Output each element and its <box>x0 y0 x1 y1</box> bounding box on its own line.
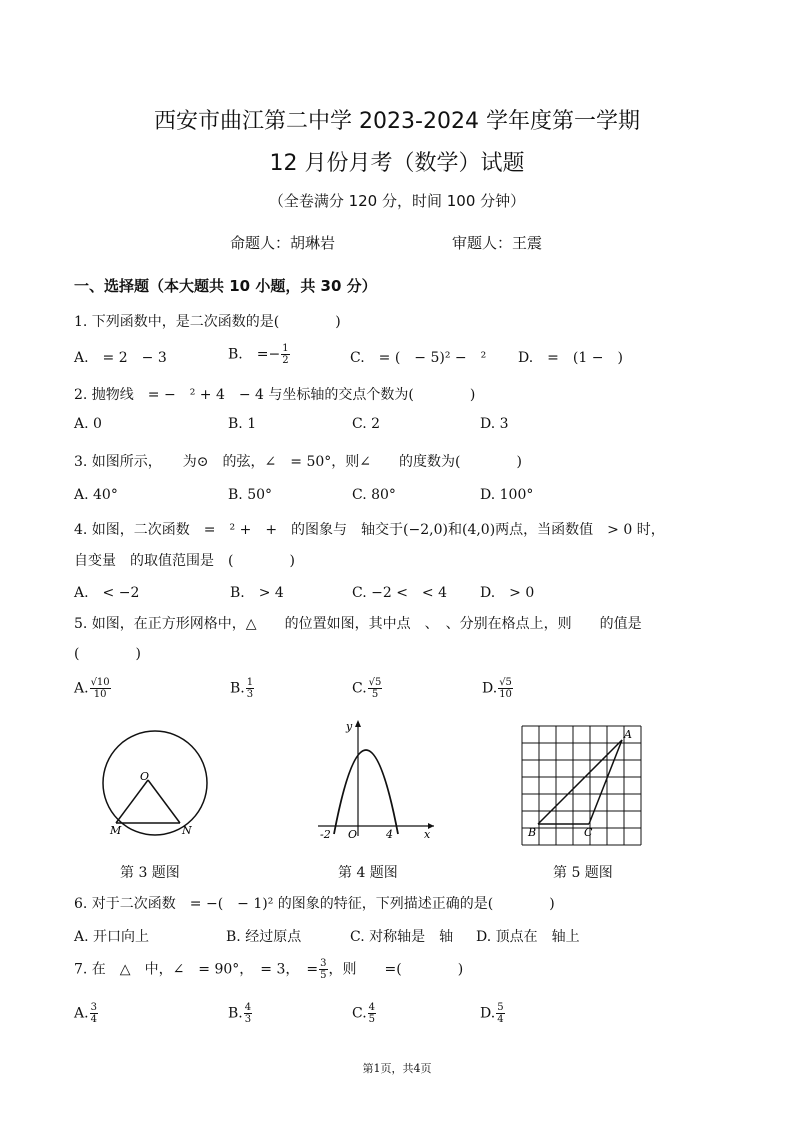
fig3-label-m: M <box>110 824 122 837</box>
fig4-label-o: O <box>348 828 358 840</box>
fig5-label-b: B <box>528 826 537 839</box>
q5-option-b: B. $\frac{1}{3}$ <box>230 677 254 700</box>
question-4-stem-cont: 自变量 的取值范围是 ( ) <box>74 553 295 569</box>
question-5-stem: 5. 如图，在正方形网格中，△ 的位置如图，其中点 、 、分别在格点上，则 的值是 <box>74 616 642 632</box>
q7-option-b: B. $\frac{4}{3}$ <box>228 1002 252 1025</box>
fig3-label-o: O <box>140 770 150 783</box>
q7-option-a: A. $\frac{3}{4}$ <box>74 1002 97 1025</box>
q4-option-b: B. > 4 <box>230 585 284 601</box>
q2-option-d: D. 3 <box>480 416 509 432</box>
q1-option-a: A. = 2 − 3 <box>74 350 167 366</box>
q5-option-a: A. $\frac{√10}{10}$ <box>74 677 110 700</box>
fig5-label-a: A <box>624 728 632 741</box>
q2-option-c: C. 2 <box>352 416 381 432</box>
question-1-stem: 1. 下列函数中，是二次函数的是( ) <box>74 314 341 330</box>
q3-option-c: C. 80° <box>352 487 396 503</box>
q2-option-a: A. 0 <box>74 416 102 432</box>
figure-5-caption: 第 5 题图 <box>553 865 613 881</box>
q5-option-d: D. $\frac{√5}{10}$ <box>482 677 512 700</box>
question-6-stem: 6. 对于二次函数 = −( − 1)² 的图象的特征，下列描述正确的是( ) <box>74 896 555 912</box>
q3-option-b: B. 50° <box>228 487 273 503</box>
fig4-label-neg2: -2 <box>320 828 331 840</box>
q7-option-d: D. $\frac{5}{4}$ <box>480 1002 504 1025</box>
page-footer: 第1页，共4页 <box>362 1062 432 1075</box>
q6-option-c: C. 对称轴是 轴 <box>350 929 454 945</box>
q5-option-c: C. $\frac{√5}{5}$ <box>352 677 382 700</box>
figure-3-caption: 第 3 题图 <box>120 865 180 881</box>
fig3-label-n: N <box>182 824 192 837</box>
figure-5-grid <box>520 722 644 846</box>
q1-option-c: C. = ( − 5)² − ² <box>350 350 487 366</box>
author-line: 命题人：胡琳岩 <box>230 234 336 252</box>
figure-4-caption: 第 4 题图 <box>338 865 398 881</box>
exam-title-line2: 12 月份月考（数学）试题 <box>269 151 525 176</box>
question-2-stem: 2. 抛物线 = − ² + 4 − 4 与坐标轴的交点个数为( ) <box>74 387 476 403</box>
fig5-label-c: C <box>584 826 593 839</box>
reviewer-line: 审题人：王震 <box>452 234 543 252</box>
q1-option-b: B. =− $\frac{1}{2}$ <box>228 343 289 366</box>
q6-option-a: A. 开口向上 <box>74 929 150 945</box>
q3-option-d: D. 100° <box>480 487 534 503</box>
fig4-label-4: 4 <box>386 828 393 840</box>
fig4-label-x: x <box>424 828 431 840</box>
q4-option-a: A. < −2 <box>74 585 140 601</box>
q4-option-c: C. −2 < < 4 <box>352 585 448 601</box>
fig4-label-y: y <box>346 720 353 733</box>
figure-3-circle <box>100 728 212 838</box>
figure-4-parabola <box>314 716 438 840</box>
q4-option-d: D. > 0 <box>480 585 535 601</box>
question-7-stem: 7. 在 △ 中，∠ = 90°， = 3， = $\frac{3}{5}$ ，则 =( ) <box>74 958 464 981</box>
question-4-stem: 4. 如图，二次函数 = ² + + 的图象与 轴交于(−2,0)和(4,0)两点，当函数值 > 0 时， <box>74 522 665 538</box>
question-3-stem: 3. 如图所示， 为⊙ 的弦，∠ = 50°，则∠ 的度数为( ) <box>74 454 522 470</box>
exam-subtitle: （全卷满分 120 分，时间 100 分钟） <box>268 192 526 210</box>
q6-option-b: B. 经过原点 <box>226 929 302 945</box>
section-heading: 一、选择题（本大题共 10 小题，共 30 分） <box>74 277 377 295</box>
question-5-stem-cont: ( ) <box>74 646 141 662</box>
exam-title-line1: 西安市曲江第二中学 2023-2024 学年度第一学期 <box>154 109 640 134</box>
q7-option-c: C. $\frac{4}{5}$ <box>352 1002 376 1025</box>
q2-option-b: B. 1 <box>228 416 257 432</box>
q3-option-a: A. 40° <box>74 487 118 503</box>
q1-option-d: D. = (1 − ) <box>518 350 623 366</box>
q6-option-d: D. 顶点在 轴上 <box>476 929 580 945</box>
